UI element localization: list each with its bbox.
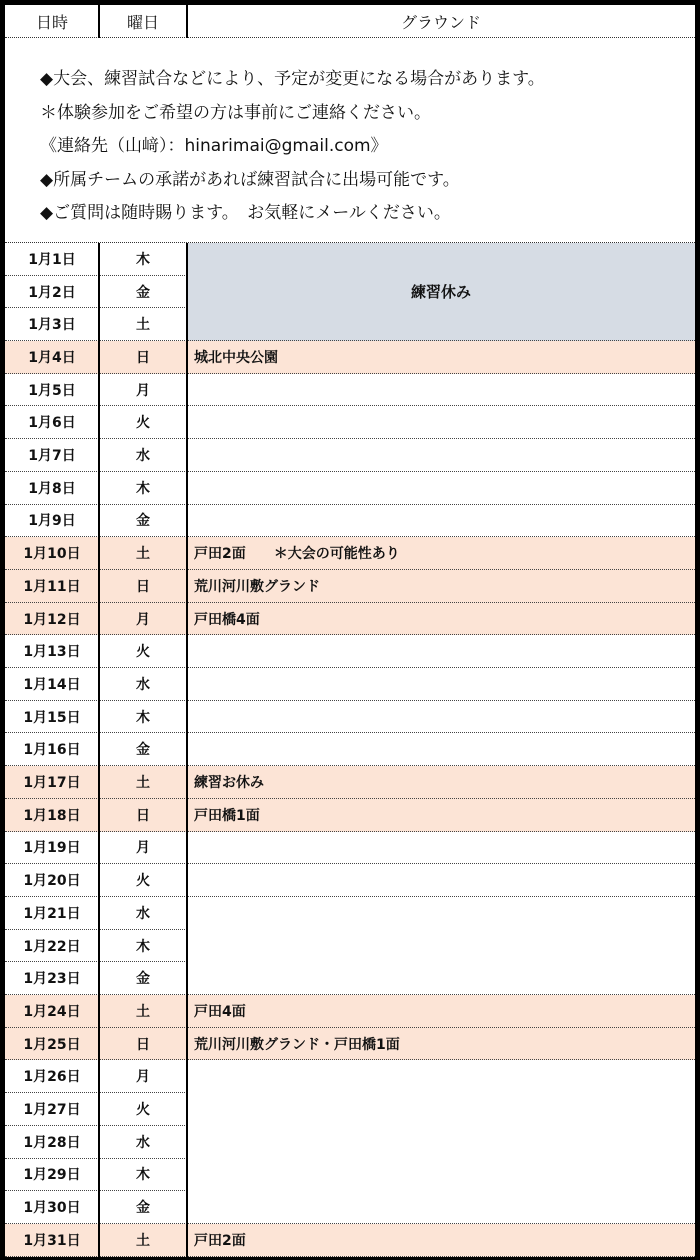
column-divider <box>98 5 100 38</box>
day-of-week-cell: 土 <box>99 537 187 570</box>
ground-cell <box>187 930 695 963</box>
ground-cell <box>187 1061 695 1094</box>
date-cell: 1月19日 <box>5 832 99 865</box>
day-of-week-cell: 日 <box>99 570 187 603</box>
ground-cell <box>187 439 695 472</box>
date-cell: 1月27日 <box>5 1093 99 1126</box>
day-of-week-cell: 木 <box>99 930 187 963</box>
date-cell: 1月23日 <box>5 962 99 995</box>
date-cell: 1月28日 <box>5 1126 99 1159</box>
ground-cell: 戸田2面 <box>187 1224 695 1257</box>
day-of-week-cell: 月 <box>99 832 187 865</box>
notice-contact: 《連絡先（山﨑）：hinarimai@gmail.com》 <box>40 136 388 156</box>
ground-cell: 戸田4面 <box>187 995 695 1028</box>
day-of-week-cell: 火 <box>99 864 187 897</box>
day-of-week-cell: 土 <box>99 1224 187 1257</box>
ground-cell <box>187 864 695 897</box>
ground-cell: 城北中央公園 <box>187 341 695 374</box>
ground-cell: 戸田橋1面 <box>187 799 695 832</box>
date-cell: 1月26日 <box>5 1061 99 1094</box>
day-of-week-cell: 木 <box>99 472 187 505</box>
date-cell: 1月5日 <box>5 374 99 407</box>
day-of-week-cell: 火 <box>99 407 187 440</box>
date-cell: 1月3日 <box>5 308 99 341</box>
column-divider <box>186 243 188 1257</box>
day-of-week-cell: 水 <box>99 439 187 472</box>
date-cell: 1月4日 <box>5 341 99 374</box>
day-of-week-cell: 火 <box>99 1093 187 1126</box>
ground-cell: 戸田橋4面 <box>187 603 695 636</box>
date-cell: 1月20日 <box>5 864 99 897</box>
day-of-week-cell: 水 <box>99 897 187 930</box>
day-of-week-cell: 日 <box>99 1028 187 1061</box>
day-of-week-cell: 日 <box>99 341 187 374</box>
header-ground: グラウンド <box>187 5 695 38</box>
ground-cell <box>187 734 695 767</box>
ground-cell <box>187 472 695 505</box>
date-cell: 1月12日 <box>5 603 99 636</box>
date-cell: 1月25日 <box>5 1028 99 1061</box>
date-cell: 1月22日 <box>5 930 99 963</box>
day-of-week-cell: 月 <box>99 603 187 636</box>
closed-period-cell: 練習休み <box>187 243 695 341</box>
day-of-week-cell: 木 <box>99 243 187 276</box>
date-cell: 1月7日 <box>5 439 99 472</box>
date-cell: 1月29日 <box>5 1159 99 1192</box>
date-cell: 1月9日 <box>5 505 99 538</box>
day-of-week-cell: 土 <box>99 995 187 1028</box>
date-cell: 1月1日 <box>5 243 99 276</box>
ground-cell <box>187 897 695 930</box>
ground-cell <box>187 1191 695 1224</box>
day-of-week-cell: 金 <box>99 276 187 309</box>
notice-line: ◆ご質問は随時賜ります。 お気軽にメールください。 <box>40 203 451 223</box>
header-day-of-week: 曜日 <box>99 5 187 38</box>
date-cell: 1月21日 <box>5 897 99 930</box>
day-of-week-cell: 水 <box>99 1126 187 1159</box>
day-of-week-cell: 土 <box>99 766 187 799</box>
day-of-week-cell: 木 <box>99 701 187 734</box>
day-of-week-cell: 水 <box>99 668 187 701</box>
ground-cell <box>187 635 695 668</box>
date-cell: 1月30日 <box>5 1191 99 1224</box>
day-of-week-cell: 木 <box>99 1159 187 1192</box>
date-cell: 1月24日 <box>5 995 99 1028</box>
notice-line: ◆大会、練習試合などにより、予定が変更になる場合があります。 <box>40 69 545 89</box>
ground-cell <box>187 1126 695 1159</box>
date-cell: 1月18日 <box>5 799 99 832</box>
ground-cell <box>187 505 695 538</box>
date-cell: 1月17日 <box>5 766 99 799</box>
date-cell: 1月8日 <box>5 472 99 505</box>
schedule-sheet <box>5 5 695 1257</box>
ground-cell: 練習お休み <box>187 766 695 799</box>
day-of-week-cell: 火 <box>99 635 187 668</box>
date-cell: 1月6日 <box>5 407 99 440</box>
day-of-week-cell: 日 <box>99 799 187 832</box>
ground-cell <box>187 701 695 734</box>
ground-cell <box>187 374 695 407</box>
date-cell: 1月16日 <box>5 734 99 767</box>
date-cell: 1月14日 <box>5 668 99 701</box>
ground-cell <box>187 407 695 440</box>
ground-cell <box>187 1093 695 1126</box>
ground-cell <box>187 832 695 865</box>
ground-cell: 荒川河川敷グランド・戸田橋1面 <box>187 1028 695 1061</box>
day-of-week-cell: 金 <box>99 505 187 538</box>
day-of-week-cell: 金 <box>99 962 187 995</box>
day-of-week-cell: 金 <box>99 734 187 767</box>
ground-cell: 戸田2面 ＊大会の可能性あり <box>187 537 695 570</box>
day-of-week-cell: 月 <box>99 374 187 407</box>
notice-line: ◆所属チームの承諾があれば練習試合に出場可能です。 <box>40 169 460 190</box>
day-of-week-cell: 土 <box>99 308 187 341</box>
ground-cell <box>187 962 695 995</box>
date-cell: 1月2日 <box>5 276 99 309</box>
notice-line: ＊体験参加をご希望の方は事前にご連絡ください。 <box>40 102 431 123</box>
notice-section <box>5 38 695 243</box>
date-cell: 1月31日 <box>5 1224 99 1257</box>
column-divider <box>186 5 188 38</box>
ground-cell <box>187 668 695 701</box>
date-cell: 1月13日 <box>5 635 99 668</box>
date-cell: 1月10日 <box>5 537 99 570</box>
day-of-week-cell: 月 <box>99 1061 187 1094</box>
column-divider <box>98 243 100 1257</box>
date-cell: 1月15日 <box>5 701 99 734</box>
ground-cell: 荒川河川敷グランド <box>187 570 695 603</box>
header-date: 日時 <box>5 5 99 38</box>
ground-cell <box>187 1159 695 1192</box>
day-of-week-cell: 金 <box>99 1191 187 1224</box>
date-cell: 1月11日 <box>5 570 99 603</box>
